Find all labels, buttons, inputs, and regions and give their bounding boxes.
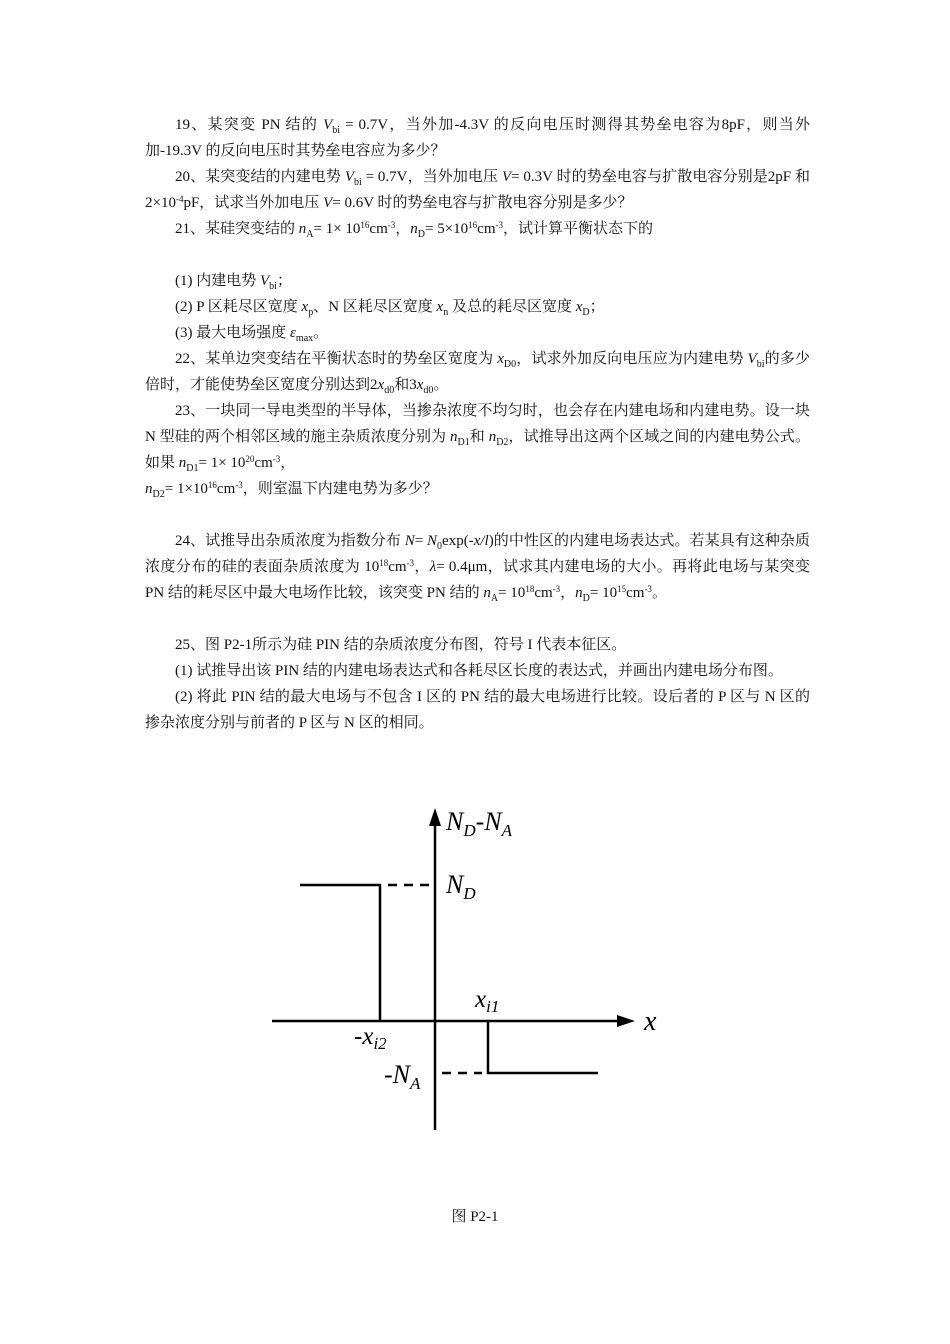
q20-text-d: pF，试求当外加电压 bbox=[183, 195, 324, 211]
q19-text-a: 19、某突变 PN 结的 bbox=[175, 117, 324, 133]
q21-nD: n bbox=[410, 221, 418, 237]
q23-s3: D1 bbox=[186, 463, 199, 474]
q24-e1: 18 bbox=[379, 558, 389, 568]
q19-v: V bbox=[323, 117, 333, 133]
q21-nA: n bbox=[298, 221, 307, 237]
q24-e5: 15 bbox=[617, 584, 627, 594]
q21-i2-text-a: (2) P 区耗尽区宽度 bbox=[175, 299, 302, 315]
y-label-A: A bbox=[501, 821, 513, 840]
na-label-N: N bbox=[392, 1060, 411, 1089]
spacer bbox=[145, 242, 810, 268]
q24-s0: 0 bbox=[437, 541, 443, 552]
xi2-label bbox=[354, 1023, 387, 1053]
figure-caption: 图 P2-1 bbox=[451, 1209, 499, 1225]
q24-text-k: = 10 bbox=[589, 585, 618, 601]
q19-sub: bi bbox=[332, 125, 341, 136]
q24-text-b: = bbox=[414, 533, 428, 549]
q21-e3: 16 bbox=[468, 220, 478, 230]
q23-n1: n bbox=[449, 429, 458, 445]
q21-i2-s3: D bbox=[582, 307, 590, 318]
q21-i2-x2: x bbox=[436, 299, 444, 315]
q23-e2: -3 bbox=[272, 454, 281, 464]
q22-x2: x bbox=[377, 377, 385, 393]
q21-i1-text: (1) 内建电势 bbox=[175, 273, 260, 289]
question-21-item-3 bbox=[145, 320, 810, 346]
question-19 bbox=[145, 112, 810, 164]
q24-text-l: cm bbox=[626, 585, 645, 601]
question-21 bbox=[145, 216, 810, 242]
q21-i2-text-b: 、N 区耗尽区宽度 bbox=[313, 299, 437, 315]
q23-text-i: ，则室温下内建电势为多少？ bbox=[242, 481, 438, 497]
q21-e4: -3 bbox=[495, 220, 503, 230]
q24-text-h: = 10 bbox=[498, 585, 526, 601]
q20-exp: -4 bbox=[175, 194, 184, 204]
x-axis-label: x bbox=[644, 1006, 657, 1037]
q22-vsub: bi bbox=[756, 359, 765, 370]
q21-i2-x1: x bbox=[301, 299, 309, 315]
q20-v2: V bbox=[501, 169, 512, 185]
q21-text-f: cm bbox=[477, 221, 496, 237]
pin-doping-figure bbox=[260, 800, 680, 1145]
y-label-dash: - bbox=[475, 807, 485, 836]
q24-text-g: = 0.4μm，试求其内建电场的大小。再将此电场与某突变 PN 结的耗尽区中最大电场作比较，该突变 PN 结的 bbox=[145, 559, 810, 601]
q24-lambda: λ bbox=[429, 559, 437, 575]
q24-text-f: ， bbox=[414, 559, 430, 575]
question-24 bbox=[145, 528, 810, 606]
q21-i2-end: ； bbox=[589, 299, 605, 315]
nd-label-N: N bbox=[446, 870, 464, 899]
xi1-label bbox=[474, 986, 499, 1016]
q22-sub3: d0 bbox=[423, 385, 434, 396]
problem-text bbox=[145, 112, 810, 736]
q21-i3-text: (3) 最大电场强度 bbox=[175, 325, 290, 341]
q20-text-b: = 0.7V，当外加电压 bbox=[361, 169, 502, 185]
y-label-N2: N bbox=[484, 807, 502, 836]
question-25-item-1 bbox=[145, 658, 810, 684]
q24-nA: n bbox=[483, 585, 491, 601]
spacer bbox=[145, 502, 810, 528]
q24-text-a: 24、试推导出杂质浓度为指数分布 bbox=[175, 533, 405, 549]
q21-i3-eps: ε bbox=[290, 325, 296, 341]
q22-text-c: 的多少倍时，才能使势垒区宽度分别达到2 bbox=[145, 351, 810, 393]
q22-sub2: d0 bbox=[384, 385, 395, 396]
q24-e6: -3 bbox=[644, 584, 652, 594]
q23-n2: n bbox=[488, 429, 497, 445]
y-axis-label bbox=[445, 807, 513, 840]
q22-sub: D0 bbox=[503, 359, 517, 370]
q24-text-i: cm bbox=[534, 585, 553, 601]
q22-text-b: ，试求外加反向电压应为内建电势 bbox=[516, 351, 748, 367]
q21-i2-text-c: 及总的耗尽区宽度 bbox=[448, 299, 576, 315]
nd-label bbox=[445, 870, 476, 903]
question-25 bbox=[145, 632, 810, 658]
q22-text-d: 和3 bbox=[394, 377, 417, 393]
q20-v3: V bbox=[323, 195, 333, 211]
question-25-item-2 bbox=[145, 684, 810, 736]
q22-end: 。 bbox=[433, 377, 449, 393]
nd-profile-line bbox=[300, 885, 380, 1021]
q24-nD: n bbox=[575, 585, 583, 601]
q23-text-d: = 1× 10 bbox=[198, 455, 246, 471]
q24-text-j: ， bbox=[560, 585, 576, 601]
question-21-item-2 bbox=[145, 294, 810, 320]
na-label bbox=[384, 1060, 421, 1093]
q20-text-c: = 0.3V 时的势垒电容与扩散电容分别是2pF 和2×10 bbox=[145, 169, 810, 211]
q23-n3: n bbox=[178, 455, 187, 471]
pin-doping-diagram bbox=[260, 800, 680, 1145]
na-label-A: A bbox=[410, 1074, 421, 1093]
q21-i3-end: 。 bbox=[313, 325, 329, 341]
xi2-x: x bbox=[362, 1023, 374, 1050]
q23-s4: D2 bbox=[152, 489, 165, 500]
q25-i2-text: (2) 将此 PIN 结的最大电场与不包含 I 区的 PN 结的最大电场进行比较。设后者的 P 区与 N 区的掺杂浓度分别与前者的 P 区与 N 区的相同。 bbox=[145, 689, 810, 731]
q24-text-c: exp(- bbox=[442, 533, 474, 549]
q23-s2: D2 bbox=[496, 437, 509, 448]
q21-subD: D bbox=[417, 229, 425, 240]
q22-text-a: 22、某单边突变结在平衡状态时的势垒区宽度为 bbox=[175, 351, 498, 367]
q24-sD: D bbox=[582, 593, 590, 604]
q21-i2-s1: p bbox=[308, 307, 314, 318]
q20-text-a: 20、某突变结的内建电势 bbox=[175, 169, 345, 185]
q22-v: V bbox=[747, 351, 757, 367]
q24-end: 。 bbox=[651, 585, 667, 601]
q21-e2: -3 bbox=[387, 220, 396, 230]
q20-v: V bbox=[344, 169, 354, 185]
q25-text: 25、图 P2-1所示为硅 PIN 结的杂质浓度分布图，符号 I 代表本征区。 bbox=[175, 637, 627, 653]
spacer bbox=[145, 606, 810, 632]
q23-text-h: cm bbox=[216, 481, 236, 497]
xi1-sub: i1 bbox=[486, 997, 500, 1016]
xi1-x: x bbox=[475, 986, 487, 1013]
q21-i2-s2: n bbox=[443, 307, 449, 318]
y-axis-arrow-icon bbox=[429, 808, 441, 826]
q23-e4: -3 bbox=[235, 480, 243, 490]
q22-x3: x bbox=[416, 377, 424, 393]
q21-text-d: ， bbox=[395, 221, 411, 237]
q24-e4: -3 bbox=[552, 584, 561, 594]
q21-i3-sub: max bbox=[295, 333, 314, 344]
q24-sA: A bbox=[490, 593, 499, 604]
q21-e1: 16 bbox=[360, 220, 370, 230]
q21-i1-v: V bbox=[260, 273, 270, 289]
question-23 bbox=[145, 398, 810, 502]
y-label-N: N bbox=[446, 807, 464, 836]
q24-N: N bbox=[404, 533, 415, 549]
question-20 bbox=[145, 164, 810, 216]
q22-x: x bbox=[497, 351, 504, 367]
q21-text-b: = 1× 10 bbox=[313, 221, 361, 237]
na-minus: - bbox=[384, 1060, 393, 1089]
q23-text-b: 和 bbox=[469, 429, 489, 445]
q23-e1: 20 bbox=[245, 454, 255, 464]
q24-e3: 18 bbox=[525, 584, 535, 594]
q23-e3: 16 bbox=[207, 480, 217, 490]
q21-i2-x3: x bbox=[575, 299, 583, 315]
q23-text-g: = 1×10 bbox=[164, 481, 208, 497]
q25-i1-text: (1) 试推导出该 PIN 结的内建电场表达式和各耗尽区长度的表达式，并画出内建电场分布图。 bbox=[175, 663, 783, 679]
q21-text-g: ，试计算平衡状态下的 bbox=[503, 221, 654, 237]
q20-text-e: = 0.6V 时的势垒电容与扩散电容分别是多少？ bbox=[332, 195, 633, 211]
q21-i1-end: ； bbox=[276, 273, 292, 289]
q21-i1-sub: bi bbox=[269, 281, 277, 292]
x-axis-arrow-icon bbox=[617, 1015, 635, 1027]
q21-text-e: = 5×10 bbox=[425, 221, 469, 237]
q21-text-c: cm bbox=[369, 221, 388, 237]
na-profile-line bbox=[488, 1021, 598, 1073]
q24-xl: x/l bbox=[473, 533, 489, 549]
question-21-item-1 bbox=[145, 268, 810, 294]
q20-sub: bi bbox=[353, 177, 362, 188]
q23-s1: D1 bbox=[457, 437, 470, 448]
xi2-minus: - bbox=[354, 1023, 363, 1050]
xi2-sub: i2 bbox=[373, 1034, 387, 1053]
q24-text-e: cm bbox=[388, 559, 407, 575]
question-22 bbox=[145, 346, 810, 398]
q19-text-b: = 0.7V，当外加-4.3V 的反向电压时测得其势垒电容为8pF，则当外加-19.3V 的反向电压时其势垒电容应为多少？ bbox=[145, 117, 810, 159]
q24-e2: -3 bbox=[406, 558, 415, 568]
q24-N0: N bbox=[427, 533, 438, 549]
q23-text-e: cm bbox=[254, 455, 273, 471]
q21-text-a: 21、某硅突变结的 bbox=[175, 221, 299, 237]
q23-text-a: 23、一块同一导电类型的半导体，当掺杂浓度不均匀时，也会存在内建电场和内建电势。设一块 N 型硅的两个相邻区域的施主杂质浓度分别为 bbox=[145, 403, 810, 445]
q23-text-c: ，试推导出这两个区域之间的内建电势公式。如果 bbox=[145, 429, 810, 471]
q23-n4: n bbox=[145, 481, 153, 497]
q23-text-f: ， bbox=[280, 455, 296, 471]
q21-subA: A bbox=[306, 229, 314, 240]
nd-label-D: D bbox=[463, 884, 476, 903]
y-label-D: D bbox=[463, 821, 476, 840]
q24-text-d: )的中性区的内建电场表达式。若某具有这种杂质浓度分布的硅的表面杂质浓度为 10 bbox=[145, 533, 810, 575]
